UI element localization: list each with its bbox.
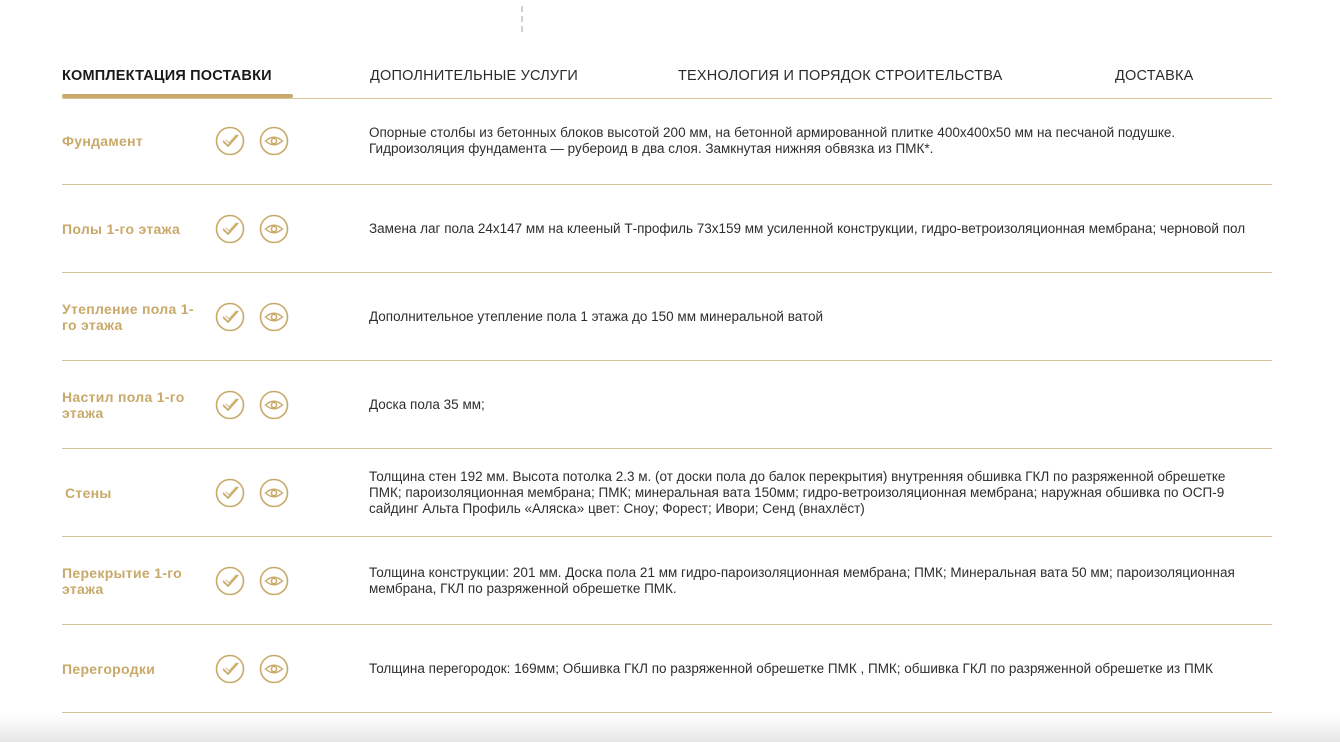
bottom-fade	[0, 714, 1340, 742]
row-description: Доска пола 35 мм;	[369, 396, 485, 412]
equipment-list	[62, 97, 1272, 713]
list-item	[62, 97, 1272, 185]
eye-circle-icon[interactable]	[259, 214, 289, 244]
check-circle-icon[interactable]	[215, 654, 245, 684]
list-item	[62, 185, 1272, 273]
tab-delivery[interactable]: ДОСТАВКА	[1115, 68, 1194, 84]
row-title: Утепление пола 1-го этажа	[62, 300, 194, 333]
tab-additional-services[interactable]: ДОПОЛНИТЕЛЬНЫЕ УСЛУГИ	[370, 68, 579, 84]
list-item	[62, 273, 1272, 361]
row-description: Толщина стен 192 мм. Высота потолка 2.3 м. (от доски пола до балок перекрытия) внутренняя обшивка ГКЛ по разряженной обрешетке ПМК; пароизоляционная мембрана; ПМК; минеральная вата 150мм; гидро-ветроизоляционная мембрана; наружная обшивка по ОСП-9 сайдинг Альта Профиль «Аляска» цвет: Сноу; Форест; Ивори; Сенд (внахлёст)	[369, 468, 1226, 516]
eye-circle-icon[interactable]	[259, 566, 289, 596]
tab-technology[interactable]: ТЕХНОЛОГИЯ И ПОРЯДОК СТРОИТЕЛЬСТВА	[678, 68, 1003, 84]
tab-bar	[62, 62, 1272, 99]
list-item	[62, 625, 1272, 713]
list-item	[62, 449, 1272, 537]
tab-equipment[interactable]: КОМПЛЕКТАЦИЯ ПОСТАВКИ	[62, 68, 272, 84]
row-description: Опорные столбы из бетонных блоков высотой 200 мм, на бетонной армированной плитке 400х400х50 мм на песчаной подушке. Гидроизоляция фундамента — рубероид в два слоя. Замкнутая нижняя обвязка из ПМК*.	[369, 124, 1176, 156]
eye-circle-icon[interactable]	[259, 478, 289, 508]
check-circle-icon[interactable]	[215, 302, 245, 332]
list-item	[62, 361, 1272, 449]
row-description: Дополнительное утепление пола 1 этажа до 150 мм минеральной ватой	[369, 308, 824, 324]
row-title: Стены	[65, 484, 112, 501]
row-title: Перегородки	[62, 660, 156, 677]
eye-circle-icon[interactable]	[259, 654, 289, 684]
row-title: Фундамент	[62, 132, 144, 149]
check-circle-icon[interactable]	[215, 214, 245, 244]
eye-circle-icon[interactable]	[259, 126, 289, 156]
check-circle-icon[interactable]	[215, 478, 245, 508]
list-item	[62, 537, 1272, 625]
row-title: Перекрытие 1-го этажа	[62, 564, 182, 597]
check-circle-icon[interactable]	[215, 566, 245, 596]
eye-circle-icon[interactable]	[259, 302, 289, 332]
row-description: Толщина перегородок: 169мм; Обшивка ГКЛ по разряженной обрешетке ПМК , ПМК; обшивка ГКЛ по разряженной обрешетке из ПМК	[369, 660, 1213, 676]
check-circle-icon[interactable]	[215, 390, 245, 420]
row-description: Толщина конструкции: 201 мм. Доска пола 21 мм гидро-пароизоляционная мембрана; ПМК; Минеральная вата 50 мм; пароизоляционная мембрана, ГКЛ по разряженной обрешетке ПМК.	[369, 564, 1235, 596]
scroll-indicator	[521, 6, 523, 34]
row-title: Настил пола 1-го этажа	[62, 388, 185, 421]
row-description: Замена лаг пола 24х147 мм на клееный Т-профиль 73х159 мм усиленной конструкции, гидро-ветроизоляционная мембрана; черновой пол	[369, 220, 1246, 236]
row-title: Полы 1-го этажа	[62, 220, 181, 237]
check-circle-icon[interactable]	[215, 126, 245, 156]
eye-circle-icon[interactable]	[259, 390, 289, 420]
